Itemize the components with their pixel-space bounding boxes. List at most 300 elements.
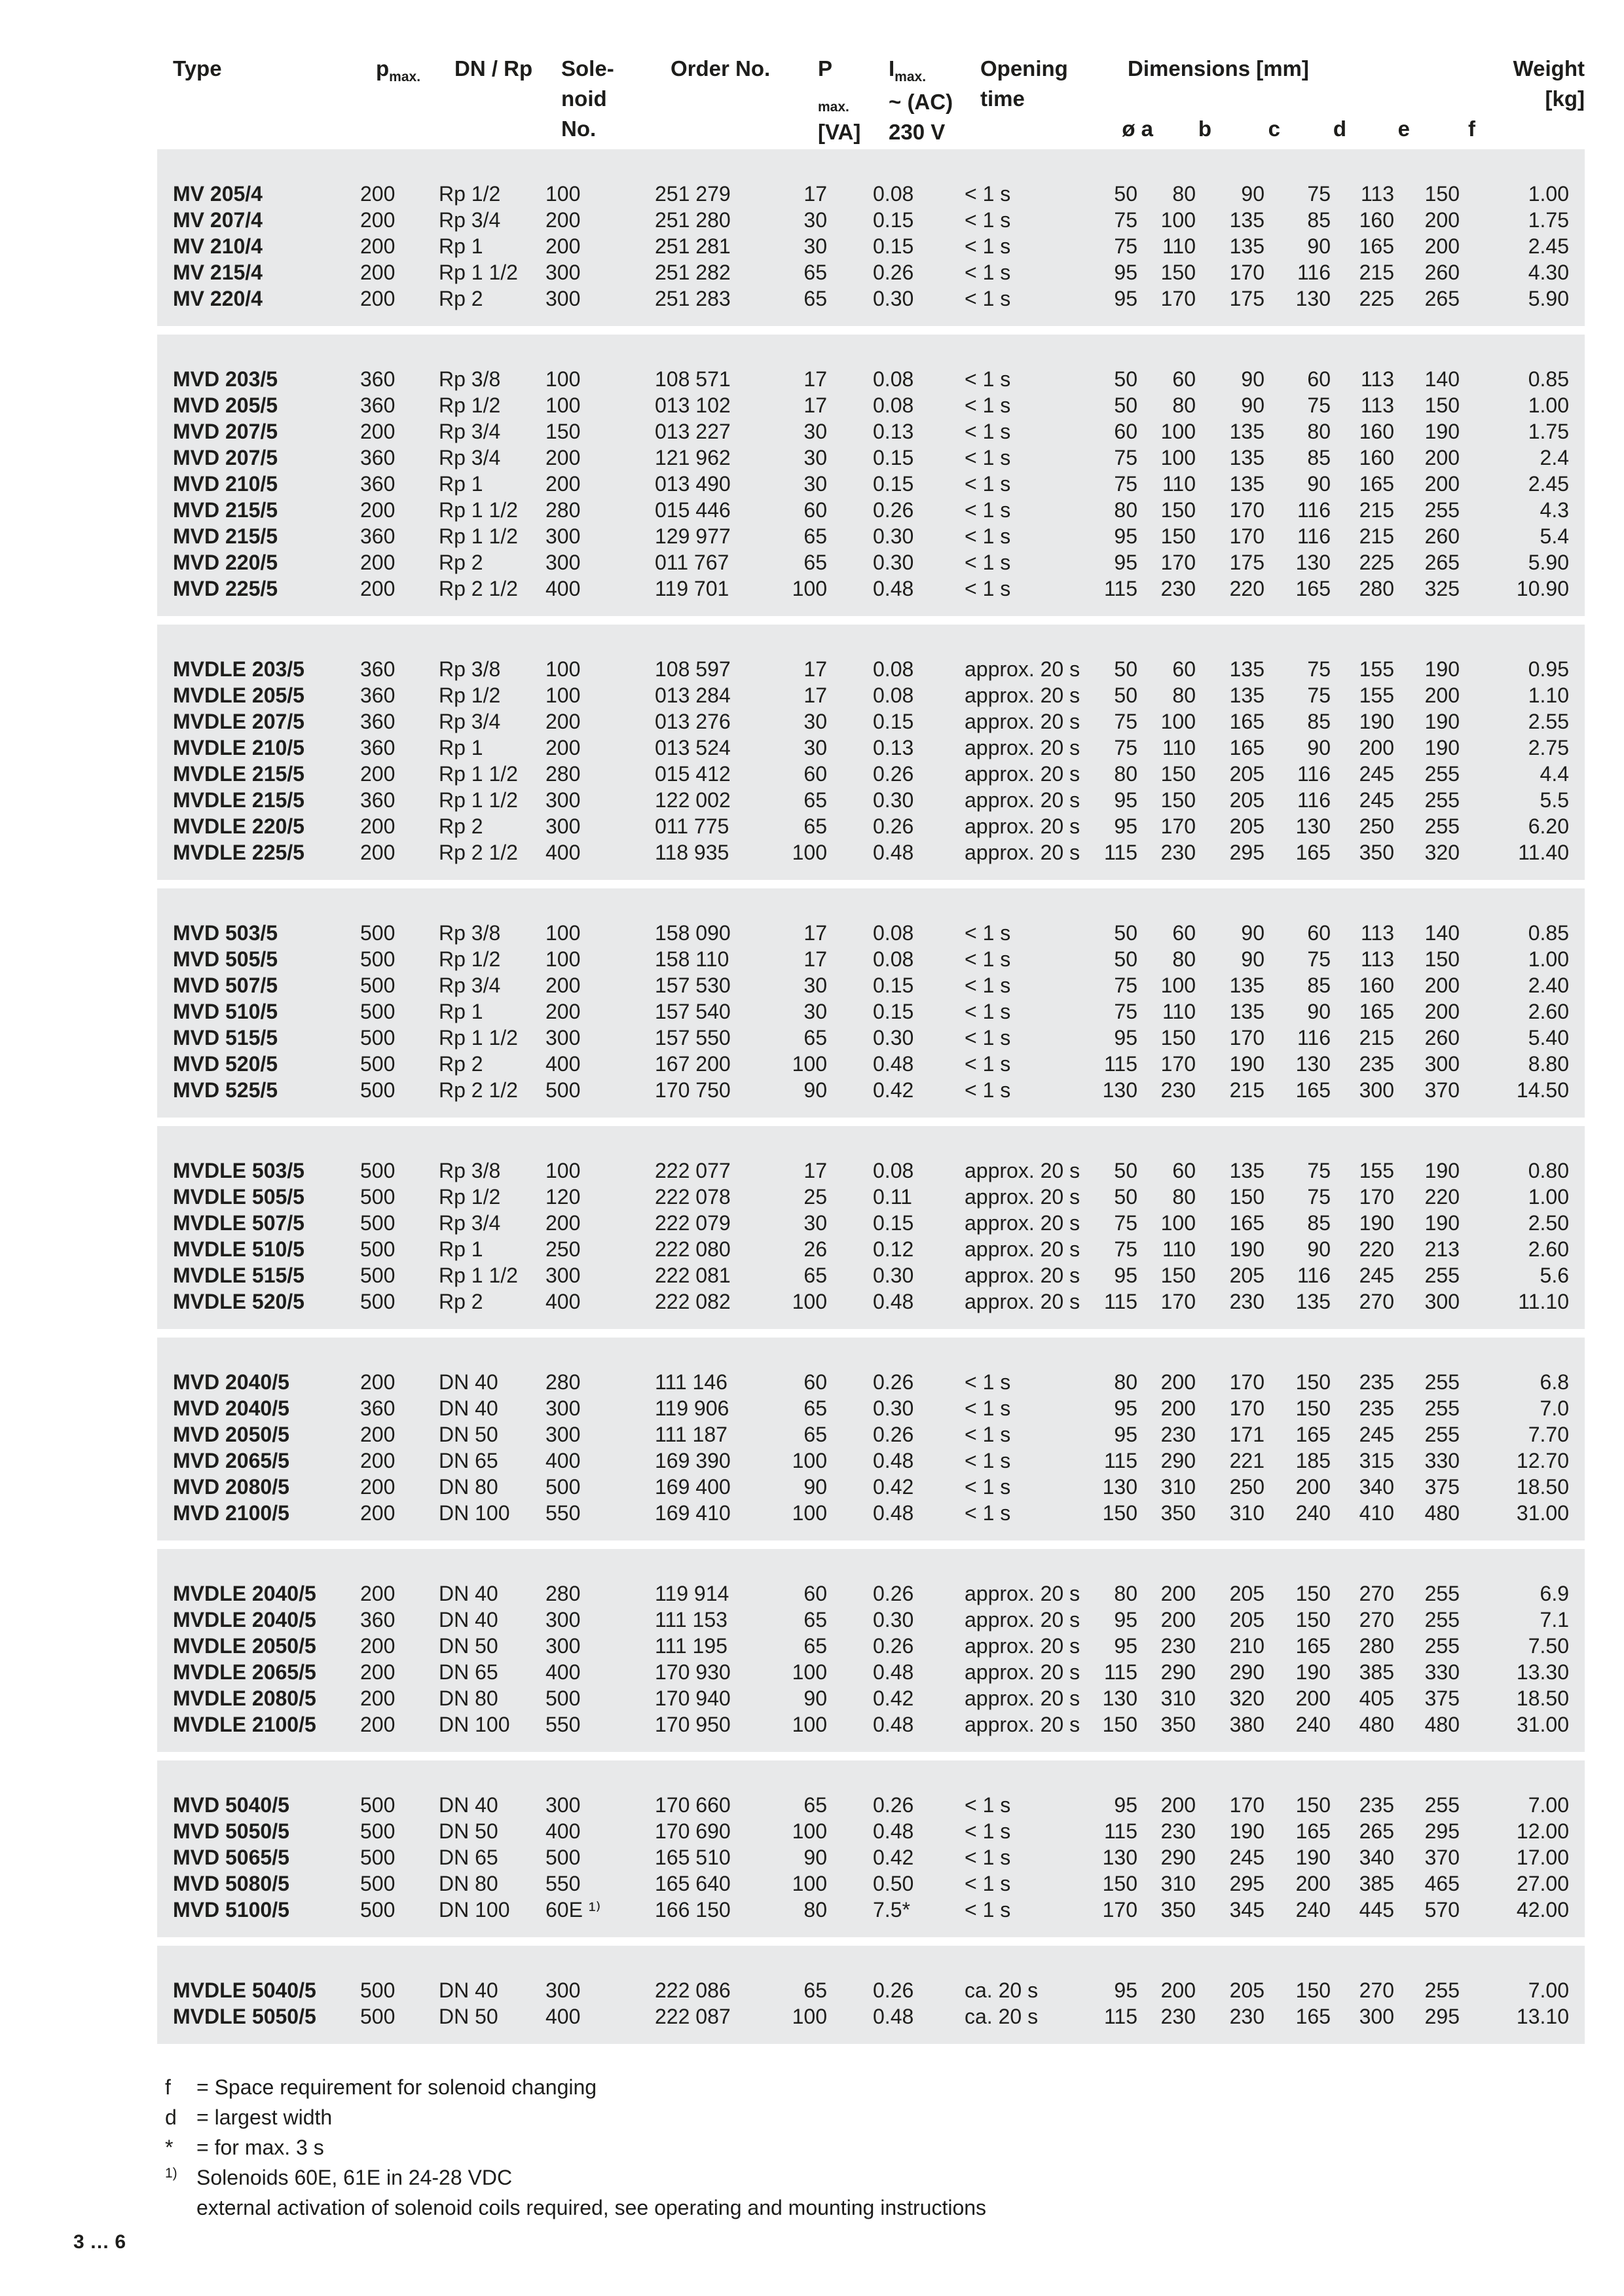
cell-dn-rp: Rp 3/8 xyxy=(439,921,501,945)
cell-imax-ac: 0.26 xyxy=(873,814,914,838)
cell-opening-time: approx. 20 s xyxy=(965,736,1080,759)
cell-type: MVDLE 510/5 xyxy=(173,1237,304,1261)
cell-dim-c: 205 xyxy=(1229,1608,1264,1631)
cell-dim-d: 75 xyxy=(1307,947,1331,971)
cell-power-va: 65 xyxy=(803,1264,827,1287)
table-row xyxy=(157,1474,1585,1500)
cell-solenoid-no: 400 xyxy=(545,1052,581,1076)
cell-dim-a: 75 xyxy=(1114,710,1137,733)
cell-dim-c: 135 xyxy=(1229,472,1264,496)
cell-power-va: 26 xyxy=(803,1237,827,1261)
cell-dim-b: 200 xyxy=(1160,1608,1196,1631)
cell-imax-ac: 0.30 xyxy=(873,1396,914,1420)
order-no-label: Order No. xyxy=(671,56,771,81)
cell-opening-time: < 1 s xyxy=(965,287,1011,310)
cell-type: MVD 515/5 xyxy=(173,1026,278,1049)
cell-power-va: 100 xyxy=(792,577,827,600)
cell-dim-d: 200 xyxy=(1295,1872,1331,1895)
table-row xyxy=(157,1500,1585,1526)
cell-solenoid-no: 500 xyxy=(545,1846,581,1869)
cell-dim-b: 110 xyxy=(1162,1237,1196,1261)
cell-dim-a: 75 xyxy=(1114,974,1137,997)
cell-dim-b: 290 xyxy=(1160,1449,1196,1472)
cell-dim-f: 255 xyxy=(1424,1608,1460,1631)
cell-pmax-mbar: 500 xyxy=(360,1078,396,1102)
cell-power-va: 65 xyxy=(803,788,827,812)
cell-dim-b: 200 xyxy=(1160,1370,1196,1394)
table-row xyxy=(157,366,1585,392)
cell-dim-d: 135 xyxy=(1295,1290,1331,1313)
table-row xyxy=(157,1818,1585,1844)
cell-opening-time: < 1 s xyxy=(965,1872,1011,1895)
cell-dim-a: 95 xyxy=(1114,1396,1137,1420)
cell-type: MVD 2040/5 xyxy=(173,1370,289,1394)
cell-dim-a: 75 xyxy=(1114,234,1137,258)
cell-power-va: 30 xyxy=(803,710,827,733)
cell-dim-f: 200 xyxy=(1424,1000,1460,1023)
cell-dim-d: 190 xyxy=(1295,1660,1331,1684)
cell-imax-ac: 0.48 xyxy=(873,1449,914,1472)
cell-dim-b: 170 xyxy=(1160,287,1196,310)
cell-dim-d: 165 xyxy=(1295,2005,1331,2028)
col-header-order-no xyxy=(671,54,782,144)
cell-dn-rp: DN 80 xyxy=(439,1686,498,1710)
cell-dim-c: 220 xyxy=(1229,577,1264,600)
cell-pmax-mbar: 500 xyxy=(360,1237,396,1261)
opening-line1: Opening xyxy=(980,56,1068,81)
cell-dim-a: 95 xyxy=(1114,1026,1137,1049)
cell-dn-rp: Rp 1/2 xyxy=(439,182,501,206)
cell-power-va: 30 xyxy=(803,420,827,443)
cell-order-no: 118 935 xyxy=(655,841,729,864)
cell-order-no: 158 110 xyxy=(655,947,729,971)
cell-order-no: 111 195 xyxy=(655,1634,728,1658)
cell-imax-ac: 0.26 xyxy=(873,498,914,522)
cell-dn-rp: Rp 1 xyxy=(439,736,483,759)
cell-dim-a: 150 xyxy=(1102,1872,1137,1895)
pmax-subscript: max. xyxy=(389,69,421,84)
cell-type: MVDLE 215/5 xyxy=(173,788,304,812)
cell-dim-b: 350 xyxy=(1160,1501,1196,1525)
cell-type: MV 205/4 xyxy=(173,182,263,206)
cell-dim-a: 115 xyxy=(1103,1290,1137,1313)
cell-dim-e: 160 xyxy=(1359,974,1394,997)
cell-dim-b: 230 xyxy=(1160,2005,1196,2028)
cell-type: MVD 5100/5 xyxy=(173,1898,289,1922)
cell-dim-f: 320 xyxy=(1424,841,1460,864)
cell-dim-f: 200 xyxy=(1424,208,1460,232)
cell-imax-ac: 0.15 xyxy=(873,1211,914,1235)
cell-solenoid-no: 120 xyxy=(545,1185,581,1209)
cell-order-no: 170 940 xyxy=(655,1686,731,1710)
table-row xyxy=(157,1184,1585,1210)
table-row xyxy=(157,946,1585,972)
cell-order-no: 165 640 xyxy=(655,1872,731,1895)
cell-type: MVDLE 515/5 xyxy=(173,1264,304,1287)
cell-dn-rp: DN 50 xyxy=(439,1819,498,1843)
cell-power-va: 90 xyxy=(803,1475,827,1499)
cell-power-va: 60 xyxy=(803,762,827,786)
cell-dim-e: 405 xyxy=(1359,1686,1394,1710)
cell-order-no: 170 930 xyxy=(655,1660,731,1684)
imax-line1 xyxy=(889,54,976,87)
cell-pmax-mbar: 200 xyxy=(360,234,396,258)
cell-opening-time: ca. 20 s xyxy=(965,2005,1039,2028)
cell-solenoid-no: 200 xyxy=(545,234,581,258)
cell-dim-d: 165 xyxy=(1295,1423,1331,1446)
cell-imax-ac: 0.13 xyxy=(873,420,914,443)
cell-opening-time: < 1 s xyxy=(965,446,1011,469)
cell-solenoid-no: 300 xyxy=(545,814,581,838)
cell-pmax-mbar: 500 xyxy=(360,1000,396,1023)
cell-power-va: 100 xyxy=(792,1872,827,1895)
cell-type: MVD 5040/5 xyxy=(173,1793,289,1817)
cell-solenoid-no: 150 xyxy=(545,420,581,443)
cell-dim-b: 310 xyxy=(1160,1475,1196,1499)
cell-order-no: 157 540 xyxy=(655,1000,731,1023)
cell-dim-d: 116 xyxy=(1297,762,1331,786)
cell-power-va: 60 xyxy=(803,498,827,522)
cell-pmax-mbar: 360 xyxy=(360,788,396,812)
cell-weight-kg: 12.00 xyxy=(1516,1819,1569,1843)
cell-dim-b: 110 xyxy=(1162,736,1196,759)
table-row xyxy=(157,523,1585,549)
cell-opening-time: < 1 s xyxy=(965,1898,1011,1922)
cell-opening-time: < 1 s xyxy=(965,234,1011,258)
table-row xyxy=(157,1210,1585,1236)
cell-dim-b: 230 xyxy=(1160,1819,1196,1843)
cell-solenoid-no: 400 xyxy=(545,841,581,864)
cell-power-va: 30 xyxy=(803,974,827,997)
cell-power-va: 100 xyxy=(792,1449,827,1472)
cell-dn-rp: Rp 1/2 xyxy=(439,393,501,417)
table-row xyxy=(157,1395,1585,1421)
cell-dim-e: 235 xyxy=(1359,1052,1394,1076)
cell-dim-c: 170 xyxy=(1229,261,1264,284)
cell-power-va: 17 xyxy=(803,683,827,707)
cell-weight-kg: 4.3 xyxy=(1540,498,1569,522)
cell-dim-d: 90 xyxy=(1307,736,1331,759)
cell-weight-kg: 0.80 xyxy=(1528,1159,1569,1182)
cell-type: MVDLE 520/5 xyxy=(173,1290,304,1313)
cell-type: MVD 5050/5 xyxy=(173,1819,289,1843)
cell-power-va: 100 xyxy=(792,1819,827,1843)
cell-dim-b: 200 xyxy=(1160,1582,1196,1605)
cell-dim-e: 215 xyxy=(1359,524,1394,548)
cell-dn-rp: Rp 2 xyxy=(439,814,483,838)
cell-type: MVD 220/5 xyxy=(173,551,278,574)
cell-imax-ac: 0.30 xyxy=(873,287,914,310)
cell-order-no: 013 524 xyxy=(655,736,731,759)
cell-weight-kg: 31.00 xyxy=(1516,1501,1569,1525)
cell-imax-ac: 0.08 xyxy=(873,657,914,681)
cell-opening-time: ca. 20 s xyxy=(965,1978,1039,2002)
cell-dim-c: 295 xyxy=(1229,1872,1264,1895)
cell-solenoid-no: 550 xyxy=(545,1501,581,1525)
cell-type: MVD 507/5 xyxy=(173,974,278,997)
cell-dim-d: 90 xyxy=(1307,472,1331,496)
table-row xyxy=(157,497,1585,523)
cell-dim-c: 135 xyxy=(1229,1159,1264,1182)
cell-dim-d: 116 xyxy=(1297,524,1331,548)
cell-order-no: 158 090 xyxy=(655,921,731,945)
cell-opening-time: approx. 20 s xyxy=(965,1582,1080,1605)
table-row xyxy=(157,787,1585,813)
cell-dn-rp: Rp 3/4 xyxy=(439,974,501,997)
cell-power-va: 25 xyxy=(803,1185,827,1209)
cell-weight-kg: 7.00 xyxy=(1528,1978,1569,2002)
cell-type: MVD 2100/5 xyxy=(173,1501,289,1525)
cell-imax-ac: 0.48 xyxy=(873,1713,914,1736)
table-row xyxy=(157,1077,1585,1103)
cell-dim-f: 325 xyxy=(1424,577,1460,600)
cell-imax-ac: 0.26 xyxy=(873,1793,914,1817)
cell-pmax-mbar: 200 xyxy=(360,841,396,864)
cell-solenoid-no: 300 xyxy=(545,1978,581,2002)
cell-dim-f: 375 xyxy=(1424,1686,1460,1710)
cell-opening-time: approx. 20 s xyxy=(965,1608,1080,1631)
cell-dim-c: 90 xyxy=(1241,367,1264,391)
cell-imax-ac: 0.48 xyxy=(873,2005,914,2028)
cell-opening-time: approx. 20 s xyxy=(965,683,1080,707)
cell-dim-e: 160 xyxy=(1359,420,1394,443)
cell-dim-d: 150 xyxy=(1295,1396,1331,1420)
cell-power-va: 65 xyxy=(803,1634,827,1658)
cell-dim-d: 130 xyxy=(1295,814,1331,838)
table-row xyxy=(157,285,1585,312)
cell-dim-f: 375 xyxy=(1424,1475,1460,1499)
cell-dim-c: 135 xyxy=(1229,208,1264,232)
cell-order-no: 122 002 xyxy=(655,788,731,812)
cell-type: MVD 207/5 xyxy=(173,446,278,469)
cell-order-no: 108 571 xyxy=(655,367,731,391)
cell-order-no: 013 102 xyxy=(655,393,731,417)
table-row xyxy=(157,920,1585,946)
cell-dim-c: 170 xyxy=(1229,498,1264,522)
cell-dim-d: 130 xyxy=(1295,287,1331,310)
cell-dim-c: 165 xyxy=(1229,1211,1264,1235)
cell-dim-d: 150 xyxy=(1295,1582,1331,1605)
cell-weight-kg: 0.85 xyxy=(1528,367,1569,391)
cell-dn-rp: Rp 1 1/2 xyxy=(439,762,518,786)
cell-dn-rp: Rp 3/4 xyxy=(439,1211,501,1235)
cell-dn-rp: Rp 2 xyxy=(439,551,483,574)
cell-dim-d: 130 xyxy=(1295,551,1331,574)
col-header-dn-rp xyxy=(454,54,561,144)
cell-dim-a: 115 xyxy=(1103,1819,1137,1843)
cell-order-no: 013 227 xyxy=(655,420,731,443)
table-group xyxy=(157,1760,1585,1937)
cell-pmax-mbar: 500 xyxy=(360,947,396,971)
cell-order-no: 111 153 xyxy=(655,1608,728,1631)
table-row xyxy=(157,1711,1585,1738)
cell-dim-b: 310 xyxy=(1160,1686,1196,1710)
cell-dim-b: 60 xyxy=(1172,1159,1196,1182)
cell-dim-c: 135 xyxy=(1229,234,1264,258)
power-symbol: P xyxy=(818,56,833,81)
cell-solenoid-no: 200 xyxy=(545,1211,581,1235)
footnote-text: = Space requirement for solenoid changing xyxy=(196,2075,597,2099)
cell-dim-b: 290 xyxy=(1160,1660,1196,1684)
power-line1 xyxy=(818,54,861,117)
cell-dim-f: 480 xyxy=(1424,1501,1460,1525)
cell-solenoid-no: 300 xyxy=(545,1634,581,1658)
cell-solenoid-no: 400 xyxy=(545,1449,581,1472)
cell-dn-rp: Rp 3/4 xyxy=(439,446,501,469)
cell-dn-rp: DN 80 xyxy=(439,1475,498,1499)
cell-power-va: 65 xyxy=(803,1396,827,1420)
cell-dim-e: 215 xyxy=(1359,498,1394,522)
cell-order-no: 119 914 xyxy=(655,1582,729,1605)
cell-order-no: 170 690 xyxy=(655,1819,731,1843)
cell-weight-kg: 13.30 xyxy=(1516,1660,1569,1684)
cell-type: MV 207/4 xyxy=(173,208,263,232)
cell-dim-c: 205 xyxy=(1229,814,1264,838)
footnotes xyxy=(165,2072,986,2223)
cell-dim-a: 95 xyxy=(1114,1264,1137,1287)
cell-imax-ac: 0.26 xyxy=(873,1978,914,2002)
cell-order-no: 170 660 xyxy=(655,1793,731,1817)
cell-type: MVD 2050/5 xyxy=(173,1423,289,1446)
cell-dim-e: 280 xyxy=(1359,1634,1394,1658)
cell-opening-time: approx. 20 s xyxy=(965,1290,1080,1313)
cell-opening-time: < 1 s xyxy=(965,947,1011,971)
cell-dim-c: 90 xyxy=(1241,947,1264,971)
cell-dim-e: 160 xyxy=(1359,208,1394,232)
cell-power-va: 60 xyxy=(803,1582,827,1605)
cell-solenoid-no: 200 xyxy=(545,472,581,496)
cell-solenoid-no: 200 xyxy=(545,974,581,997)
dn-rp-label: DN / Rp xyxy=(454,56,533,81)
cell-dim-e: 300 xyxy=(1359,1078,1394,1102)
table-row xyxy=(157,233,1585,259)
cell-dim-f: 300 xyxy=(1424,1290,1460,1313)
cell-dim-b: 170 xyxy=(1160,1290,1196,1313)
cell-pmax-mbar: 360 xyxy=(360,1396,396,1420)
cell-order-no: 222 077 xyxy=(655,1159,731,1182)
cell-dim-f: 255 xyxy=(1424,1978,1460,2002)
cell-dim-b: 290 xyxy=(1160,1846,1196,1869)
cell-dim-e: 220 xyxy=(1359,1237,1394,1261)
cell-dim-e: 190 xyxy=(1359,1211,1394,1235)
cell-power-va: 100 xyxy=(792,1052,827,1076)
cell-dim-c: 290 xyxy=(1229,1660,1264,1684)
cell-dim-d: 130 xyxy=(1295,1052,1331,1076)
cell-power-va: 80 xyxy=(803,1898,827,1922)
cell-dn-rp: DN 65 xyxy=(439,1846,498,1869)
cell-pmax-mbar: 360 xyxy=(360,736,396,759)
cell-order-no: 166 150 xyxy=(655,1898,731,1922)
cell-dim-c: 320 xyxy=(1229,1686,1264,1710)
cell-opening-time: approx. 20 s xyxy=(965,1660,1080,1684)
footnote-line xyxy=(165,2132,986,2162)
cell-dim-d: 165 xyxy=(1295,1819,1331,1843)
table-row xyxy=(157,1633,1585,1659)
cell-dim-d: 165 xyxy=(1295,577,1331,600)
cell-pmax-mbar: 500 xyxy=(360,1185,396,1209)
cell-type: MVD 510/5 xyxy=(173,1000,278,1023)
cell-dim-a: 80 xyxy=(1114,1370,1137,1394)
cell-dim-d: 116 xyxy=(1297,788,1331,812)
cell-pmax-mbar: 200 xyxy=(360,1475,396,1499)
cell-dn-rp: Rp 2 1/2 xyxy=(439,577,518,600)
cell-weight-kg: 27.00 xyxy=(1516,1872,1569,1895)
cell-type: MV 215/4 xyxy=(173,261,263,284)
cell-dn-rp: DN 50 xyxy=(439,1634,498,1658)
cell-dim-a: 170 xyxy=(1102,1898,1137,1922)
cell-dim-a: 130 xyxy=(1102,1475,1137,1499)
cell-order-no: 157 530 xyxy=(655,974,731,997)
cell-dim-d: 200 xyxy=(1295,1686,1331,1710)
cell-type: MVD 2040/5 xyxy=(173,1396,289,1420)
cell-order-no: 251 280 xyxy=(655,208,731,232)
cell-dim-a: 60 xyxy=(1114,420,1137,443)
cell-dim-f: 255 xyxy=(1424,1634,1460,1658)
cell-dim-b: 170 xyxy=(1160,814,1196,838)
cell-weight-kg: 12.70 xyxy=(1516,1449,1569,1472)
cell-dn-rp: Rp 3/8 xyxy=(439,657,501,681)
cell-dim-f: 190 xyxy=(1424,1211,1460,1235)
cell-dim-b: 230 xyxy=(1160,1634,1196,1658)
cell-dim-e: 155 xyxy=(1359,1159,1394,1182)
cell-solenoid-no: 300 xyxy=(545,1423,581,1446)
cell-dim-a: 95 xyxy=(1114,1423,1137,1446)
cell-dn-rp: Rp 3/8 xyxy=(439,1159,501,1182)
cell-power-va: 60 xyxy=(803,1370,827,1394)
cell-dim-c: 205 xyxy=(1229,1978,1264,2002)
cell-dim-c: 90 xyxy=(1241,921,1264,945)
cell-order-no: 170 750 xyxy=(655,1078,731,1102)
cell-dim-c: 210 xyxy=(1229,1634,1264,1658)
cell-solenoid-no: 300 xyxy=(545,1396,581,1420)
cell-opening-time: < 1 s xyxy=(965,208,1011,232)
cell-solenoid-no: 400 xyxy=(545,1290,581,1313)
cell-power-va: 30 xyxy=(803,208,827,232)
cell-dim-e: 165 xyxy=(1359,1000,1394,1023)
cell-dim-c: 205 xyxy=(1229,1264,1264,1287)
footnote-symbol: d xyxy=(165,2105,177,2129)
cell-dim-f: 260 xyxy=(1424,261,1460,284)
cell-weight-kg: 4.4 xyxy=(1540,762,1569,786)
cell-dim-c: 190 xyxy=(1229,1052,1264,1076)
cell-weight-kg: 1.75 xyxy=(1528,208,1569,232)
cell-weight-kg: 14.50 xyxy=(1516,1078,1569,1102)
cell-opening-time: approx. 20 s xyxy=(965,1185,1080,1209)
table-row xyxy=(157,1792,1585,1818)
cell-type: MVD 203/5 xyxy=(173,367,278,391)
cell-dim-a: 130 xyxy=(1102,1078,1137,1102)
table-row xyxy=(157,1288,1585,1315)
cell-solenoid-no: 100 xyxy=(545,182,581,206)
cell-dim-d: 85 xyxy=(1307,1211,1331,1235)
cell-type: MVDLE 2100/5 xyxy=(173,1713,316,1736)
cell-dim-a: 80 xyxy=(1114,762,1137,786)
cell-type: MV 210/4 xyxy=(173,234,263,258)
cell-pmax-mbar: 200 xyxy=(360,1582,396,1605)
cell-imax-ac: 0.12 xyxy=(873,1237,914,1261)
cell-pmax-mbar: 200 xyxy=(360,287,396,310)
dimensions-title: Dimensions [mm] xyxy=(1128,56,1309,81)
cell-dim-a: 95 xyxy=(1114,261,1137,284)
cell-dim-d: 150 xyxy=(1295,1793,1331,1817)
cell-solenoid-no: 400 xyxy=(545,577,581,600)
cell-power-va: 65 xyxy=(803,287,827,310)
cell-dim-c: 170 xyxy=(1229,1793,1264,1817)
table-group xyxy=(157,1549,1585,1752)
cell-weight-kg: 5.40 xyxy=(1528,1026,1569,1049)
cell-dim-f: 370 xyxy=(1424,1846,1460,1869)
cell-dim-c: 135 xyxy=(1229,446,1264,469)
